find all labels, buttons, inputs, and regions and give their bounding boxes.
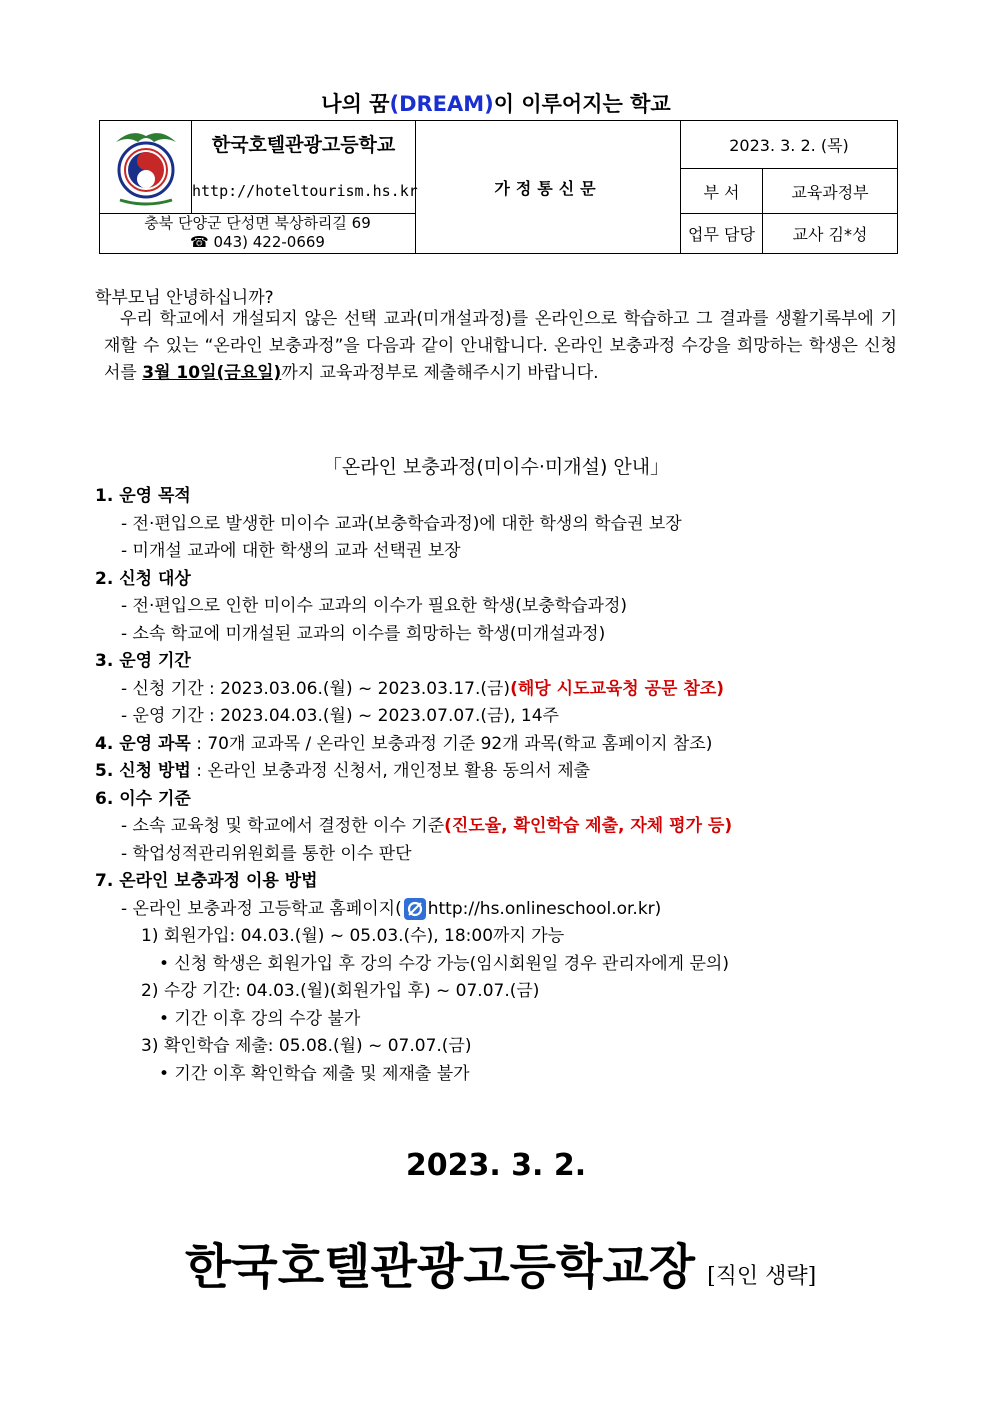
dept-label: 부 서 xyxy=(681,169,763,213)
principal-signature xyxy=(185,1228,816,1297)
staff-value: 교사 김*성 xyxy=(763,213,898,253)
period-run: - 운영 기간 : 2023.04.03.(월) ~ 2023.07.07.(금), 14주 xyxy=(121,706,559,726)
school-logo xyxy=(100,121,192,214)
school-address-cell xyxy=(100,213,416,253)
usage-bullet: • 기간 이후 강의 수강 불가 xyxy=(159,1008,361,1029)
slogan-dream: (DREAM) xyxy=(389,92,494,116)
criteria-item: - 학업성적관리위원회를 통한 이수 판단 xyxy=(121,843,412,864)
heading-criteria: 6. 이수 기준 xyxy=(95,788,191,809)
greeting: 학부모님 안녕하십니까? xyxy=(95,288,274,308)
intro-text: 우리 학교에서 개설되지 않은 선택 교과(미개설과정)를 온라인으로 학습하고 그 결과를 생활기록부에 기재할 수 있는 “온라인 보충과정”을 다음과 같이 안내합니다. 온라인 보충과정 수강을 희망하는 학생은 신청서를 xyxy=(104,309,897,383)
usage-bullet: • 기간 이후 확인학습 제출 및 제재출 불가 xyxy=(159,1063,470,1084)
school-info xyxy=(192,121,416,169)
period-apply-note: (해당 시도교육청 공문 참조) xyxy=(510,678,725,699)
heading-subjects: 4. 운영 과목 xyxy=(95,733,191,754)
school-address: 충북 단양군 단성면 북상하리길 69 xyxy=(144,214,371,233)
slogan-text-end: 이 이루어지는 학교 xyxy=(493,92,671,116)
target-item: - 소속 학교에 미개설된 교과의 이수를 희망하는 학생(미개설과정) xyxy=(121,623,606,644)
purpose-item: - 전·편입으로 발생한 미이수 교과(보충학습과정)에 대한 학생의 학습권 보장 xyxy=(121,513,682,534)
period-apply xyxy=(95,676,895,704)
usage-homepage xyxy=(95,896,895,924)
usage-step: 2) 수강 기간: 04.03.(월)(회원가입 후) ~ 07.07.(금) xyxy=(141,981,540,1001)
heading-method: 5. 신청 방법 xyxy=(95,761,191,781)
heading-target: 2. 신청 대상 xyxy=(95,568,191,589)
heading-purpose: 1. 운영 목적 xyxy=(95,486,191,506)
subjects-line xyxy=(95,731,895,759)
deadline: 3월 10일(금요일) xyxy=(142,363,282,383)
doc-title: 가정통신문 xyxy=(416,121,681,254)
slogan xyxy=(0,88,992,118)
notice-body xyxy=(95,483,895,1088)
school-url-cell xyxy=(192,169,416,213)
header-table xyxy=(99,120,898,254)
subjects-text: : 70개 교과목 / 온라인 보충과정 기준 92개 과목(학교 홈페이지 참조) xyxy=(190,733,713,754)
web-link-icon xyxy=(403,897,427,921)
criteria-text: - 소속 교육청 및 학교에서 결정한 이수 기준 xyxy=(121,816,445,836)
principal-name: 한국호텔관광고등학교장 xyxy=(185,1239,696,1295)
school-phone: ☎ 043) 422-0669 xyxy=(190,233,325,252)
school-url: http://hoteltourism.hs.kr xyxy=(192,181,418,200)
criteria-item xyxy=(95,813,895,841)
usage-step: 1) 회원가입: 04.03.(월) ~ 05.03.(수), 18:00까지 가능 xyxy=(141,926,565,946)
school-emblem-icon xyxy=(106,122,186,208)
criteria-note: (진도율, 확인학습 제출, 자체 평가 등) xyxy=(444,816,733,836)
staff-label: 업무 담당 xyxy=(681,213,763,253)
usage-step: 3) 확인학습 제출: 05.08.(월) ~ 07.07.(금) xyxy=(141,1036,472,1056)
school-name: 한국호텔관광고등학교 xyxy=(211,133,396,156)
usage-homepage-text: - 온라인 보충과정 고등학교 홈페이지( xyxy=(121,898,402,919)
method-text: : 온라인 보충과정 신청서, 개인정보 활용 동의서 제출 xyxy=(190,761,591,781)
heading-period: 3. 운영 기간 xyxy=(95,651,191,671)
seal-omitted: [직인 생략] xyxy=(707,1264,817,1289)
period-apply-text: - 신청 기간 : 2023.03.06.(월) ~ 2023.03.17.(금) xyxy=(121,678,511,699)
homepage-link[interactable]: http://hs.onlineschool.or.kr) xyxy=(427,898,662,919)
purpose-item: - 미개설 교과에 대한 학생의 교과 선택권 보장 xyxy=(121,541,461,561)
footer-date: 2023. 3. 2. xyxy=(405,1148,587,1183)
intro-paragraph xyxy=(104,306,897,387)
doc-date: 2023. 3. 2. (목) xyxy=(681,121,898,169)
method-line xyxy=(95,758,895,786)
slogan-text: 나의 꿈 xyxy=(321,92,390,116)
dept-value: 교육과정부 xyxy=(763,169,898,213)
target-item: - 전·편입으로 인한 미이수 교과의 이수가 필요한 학생(보충학습과정) xyxy=(121,596,628,616)
heading-usage: 7. 온라인 보충과정 이용 방법 xyxy=(95,871,318,891)
intro-text-end: 까지 교육과정부로 제출해주시기 바랍니다. xyxy=(281,363,599,383)
section-title: 「온라인 보충과정(미이수·미개설) 안내」 xyxy=(322,456,670,478)
usage-bullet: • 신청 학생은 회원가입 후 강의 수강 가능(임시회원일 경우 관리자에게 문의) xyxy=(159,953,729,974)
